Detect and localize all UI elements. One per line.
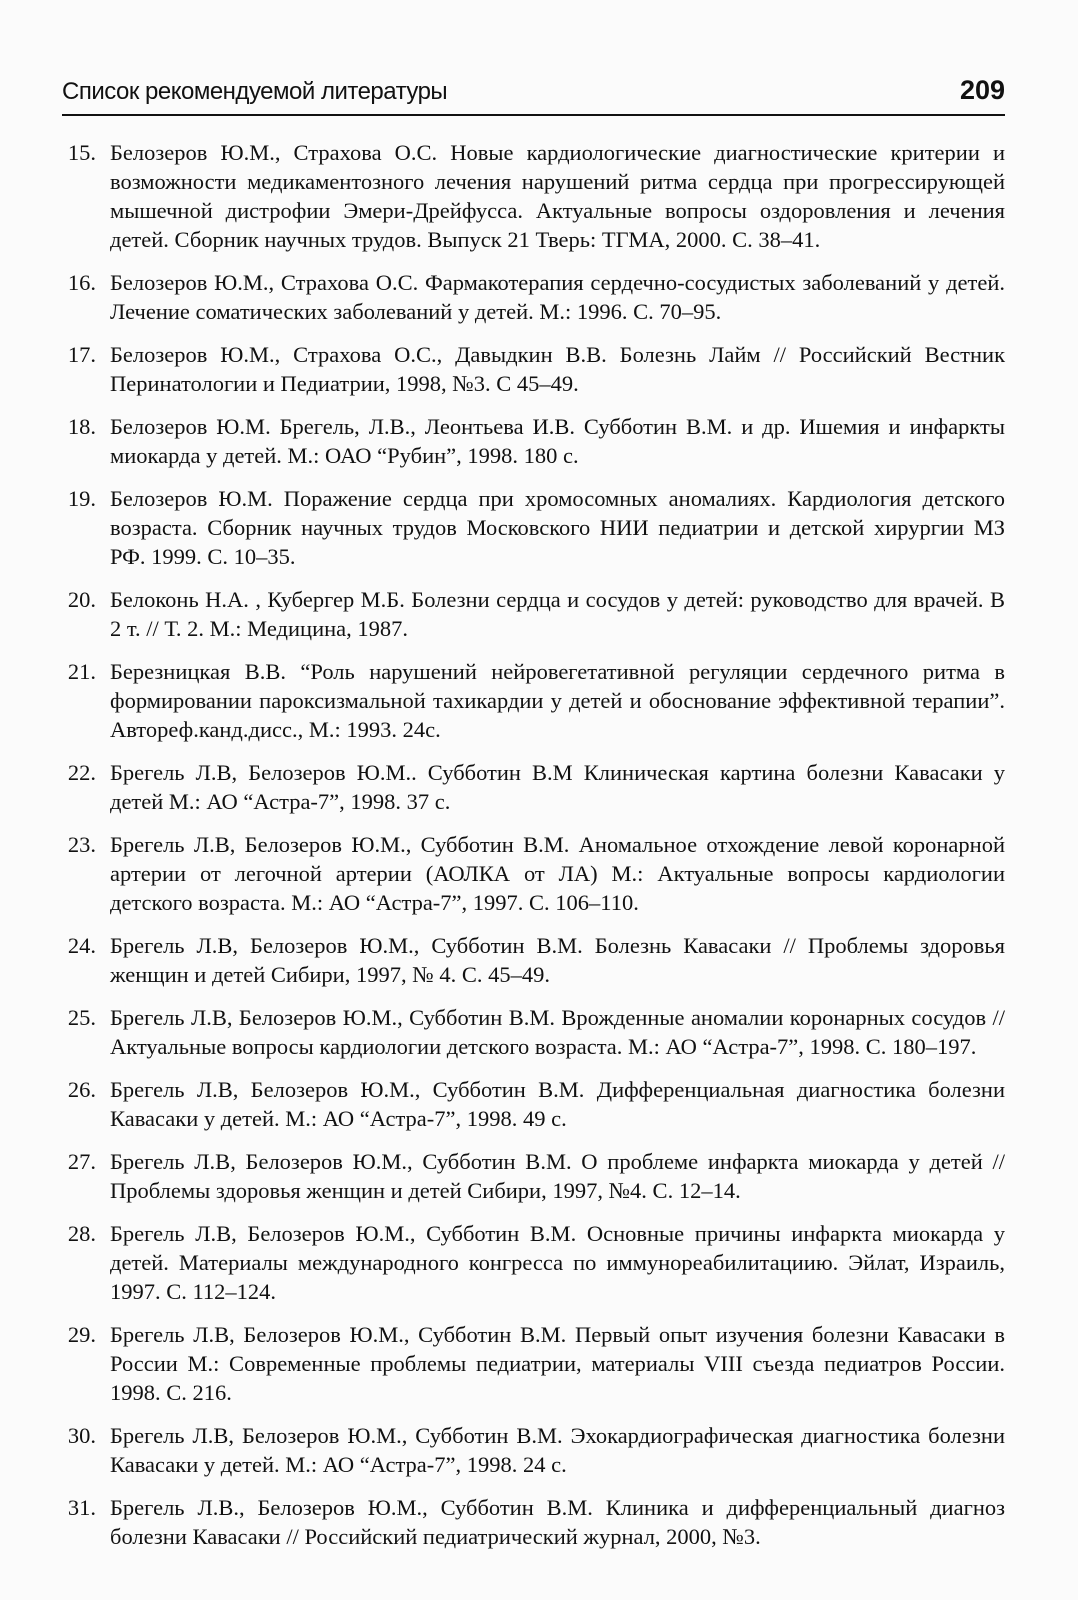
reference-number: 24. bbox=[67, 933, 96, 958]
reference-number: 17. bbox=[67, 342, 96, 367]
reference-entry bbox=[62, 1075, 1005, 1133]
reference-number: 27. bbox=[67, 1149, 96, 1174]
reference-entry bbox=[62, 484, 1005, 571]
reference-entry bbox=[62, 268, 1005, 326]
reference-entry bbox=[62, 1003, 1005, 1061]
reference-entry bbox=[62, 138, 1005, 254]
reference-number: 29. bbox=[67, 1322, 96, 1347]
reference-text: Белоконь Н.А. , Кубергер М.Б. Болезни сердца и сосудов у детей: руководство для врачей. В 2 т. // Т. 2. М.: Медицина, 1987. bbox=[110, 587, 1005, 641]
reference-text: Брегель Л.В., Белозеров Ю.М., Субботин В.М. Клиника и дифференциальный диагноз болезни Кавасаки // Российский педиатрический журнал, 2000, №3. bbox=[110, 1495, 1005, 1549]
reference-number: 16. bbox=[67, 270, 96, 295]
reference-entry bbox=[62, 412, 1005, 470]
reference-number: 15. bbox=[67, 140, 96, 165]
reference-entry bbox=[62, 1147, 1005, 1205]
reference-text: Белозеров Ю.М. Брегель, Л.В., Леонтьева И.В. Субботин В.М. и др. Ишемия и инфаркты миокарда у детей. М.: ОАО “Рубин”, 1998. 180 с. bbox=[110, 414, 1005, 468]
reference-text: Брегель Л.В, Белозеров Ю.М.. Субботин В.М Клиническая картина болезни Кавасаки у детей М.: АО “Астра-7”, 1998. 37 с. bbox=[110, 760, 1005, 814]
reference-entry bbox=[62, 340, 1005, 398]
reference-entry bbox=[62, 758, 1005, 816]
reference-number: 31. bbox=[67, 1495, 96, 1520]
reference-entry bbox=[62, 830, 1005, 917]
reference-text: Брегель Л.В, Белозеров Ю.М., Субботин В.М. О проблеме инфаркта миокарда у детей // Проблемы здоровья женщин и детей Сибири, 1997, №4. С. 12–14. bbox=[110, 1149, 1005, 1203]
reference-list bbox=[62, 138, 1005, 1565]
reference-number: 21. bbox=[67, 659, 96, 684]
reference-text: Белозеров Ю.М., Страхова О.С., Давыдкин В.В. Болезнь Лайм // Российский Вестник Перинатологии и Педиатрии, 1998, №3. С 45–49. bbox=[110, 342, 1005, 396]
reference-text: Белозеров Ю.М., Страхова О.С. Фармакотерапия сердечно-сосудистых заболеваний у детей. Лечение соматических заболеваний у детей. М.: 1996. С. 70–95. bbox=[110, 270, 1005, 324]
reference-entry bbox=[62, 1421, 1005, 1479]
page-number: 209 bbox=[959, 75, 1005, 105]
reference-text: Брегель Л.В, Белозеров Ю.М., Субботин В.М. Болезнь Кавасаки // Проблемы здоровья женщин и детей Сибири, 1997, № 4. С. 45–49. bbox=[110, 933, 1005, 987]
reference-text: Брегель Л.В, Белозеров Ю.М., Субботин В.М. Врожденные аномалии коронарных сосудов // Актуальные вопросы кардиологии детского возраста. М.: АО “Астра-7”, 1998. С. 180–197. bbox=[110, 1005, 1005, 1059]
reference-entry bbox=[62, 1493, 1005, 1551]
reference-number: 19. bbox=[67, 486, 96, 511]
reference-text: Березницкая В.В. “Роль нарушений нейровегетативной регуляции сердечного ритма в формировании пароксизмальной тахикардии у детей и обоснование эффективной терапии”. Автореф.канд.дисс., М.: 1993. 24с. bbox=[110, 659, 1005, 742]
reference-number: 18. bbox=[67, 414, 96, 439]
reference-entry bbox=[62, 931, 1005, 989]
reference-number: 23. bbox=[67, 832, 96, 857]
running-header bbox=[62, 70, 1005, 116]
reference-text: Брегель Л.В, Белозеров Ю.М., Субботин В.М. Первый опыт изучения болезни Кавасаки в России М.: Современные проблемы педиатрии, материалы VIII съезда педиатров России. 1998. С. 216. bbox=[110, 1322, 1005, 1405]
reference-text: Белозеров Ю.М., Страхова О.С. Новые кардиологические диагностические критерии и возможности медикаментозного лечения нарушений ритма сердца при прогрессирующей мышечной дистрофии Эмери-Дрейфусса. Актуальные вопросы оздоровления и лечения детей. Сборник научных трудов. Выпуск 21 Тверь: ТГМА, 2000. С. 38–41. bbox=[110, 140, 1005, 252]
reference-entry bbox=[62, 1219, 1005, 1306]
reference-entry bbox=[62, 585, 1005, 643]
reference-number: 25. bbox=[67, 1005, 96, 1030]
reference-entry bbox=[62, 1320, 1005, 1407]
reference-text: Брегель Л.В, Белозеров Ю.М., Субботин В.М. Эхокардиографическая диагностика болезни Кавасаки у детей. М.: АО “Астра-7”, 1998. 24 с. bbox=[110, 1423, 1005, 1477]
running-header-title: Список рекомендуемой литературы bbox=[62, 78, 448, 105]
reference-text: Брегель Л.В, Белозеров Ю.М., Субботин В.М. Дифференциальная диагностика болезни Кавасаки у детей. М.: АО “Астра-7”, 1998. 49 с. bbox=[110, 1077, 1005, 1131]
reference-number: 28. bbox=[67, 1221, 96, 1246]
reference-text: Брегель Л.В, Белозеров Ю.М., Субботин В.М. Основные причины инфаркта миокарда у детей. Материалы международного конгресса по иммунореабилитациию. Эйлат, Израиль, 1997. С. 112–124. bbox=[110, 1221, 1005, 1304]
reference-number: 22. bbox=[67, 760, 96, 785]
reference-number: 20. bbox=[67, 587, 96, 612]
reference-text: Белозеров Ю.М. Поражение сердца при хромосомных аномалиях. Кардиология детского возраста. Сборник научных трудов Московского НИИ педиатрии и детской хирургии МЗ РФ. 1999. С. 10–35. bbox=[110, 486, 1005, 569]
reference-number: 30. bbox=[67, 1423, 96, 1448]
reference-text: Брегель Л.В, Белозеров Ю.М., Субботин В.М. Аномальное отхождение левой коронарной артерии от легочной артерии (АОЛКА от ЛА) М.: Актуальные вопросы кардиологии детского возраста. М.: АО “Астра-7”, 1997. С. 106–110. bbox=[110, 832, 1005, 915]
reference-number: 26. bbox=[67, 1077, 96, 1102]
reference-entry bbox=[62, 657, 1005, 744]
